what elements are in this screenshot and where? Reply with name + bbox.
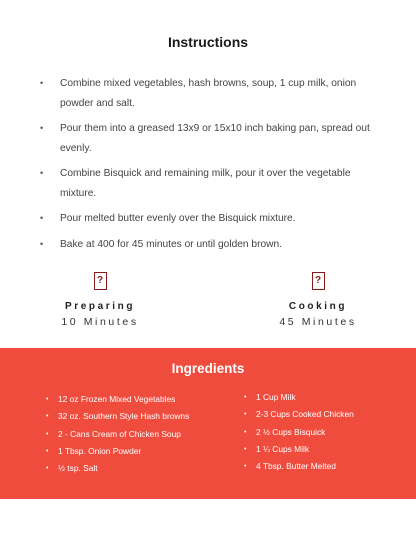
bullet-icon: • [244,445,247,453]
instruction-step [38,74,378,113]
cooking-label: Cooking [288,301,348,312]
instruction-step-text: Pour melted butter evenly over the Bisquick mixture. [60,213,296,224]
missing-glyph-icon: ? [312,272,325,290]
ingredients-list-left [46,391,226,477]
bullet-icon: • [40,238,44,249]
instructions-title: Instructions [167,34,249,50]
ingredient-item [46,426,226,443]
ingredient-item [46,460,226,477]
instruction-step [38,209,378,229]
bullet-icon: • [40,168,44,178]
instruction-step [38,235,378,255]
ingredient-text: 12 oz Frozen Mixed Vegetables [58,394,176,404]
preparing-time [30,270,170,328]
ingredient-text: 2 ½ Cups Bisquick [256,426,326,437]
ingredient-item [244,458,404,475]
instruction-step [38,164,378,203]
cooking-value: 45 Minutes [279,316,357,328]
bullet-icon: • [244,411,247,419]
ingredient-text: 2 - Cans Cream of Chicken Soup [58,428,181,439]
preparing-label: Preparing [64,301,136,312]
ingredients-title: Ingredients [171,361,245,376]
instruction-step-text: Bake at 400 for 45 minutes or until golden brown. [60,238,282,250]
ingredient-item [244,441,404,458]
bullet-icon: • [46,430,49,438]
ingredient-text: 1 ¼ Cups Milk [256,443,310,454]
cooking-time [248,270,388,328]
bullet-icon: • [46,396,49,403]
bullet-icon: • [40,123,44,133]
ingredient-item [244,389,404,406]
instruction-step [38,119,378,158]
bullet-icon: • [46,465,49,473]
ingredients-section [0,348,416,499]
bullet-icon: • [244,428,247,436]
bullet-icon: • [244,463,247,471]
bullet-icon: • [40,78,44,88]
ingredient-text: 1 Cup Milk [256,392,296,402]
ingredient-item [244,406,404,423]
preparing-value: 10 Minutes [61,316,139,328]
ingredient-item [244,424,404,441]
instruction-step-text: Combine Bisquick and remaining milk, pour it over the vegetable mixture. [60,168,351,199]
ingredient-item [46,443,226,460]
missing-glyph-icon: ? [94,272,107,290]
bullet-icon: • [40,213,44,223]
bullet-icon: • [244,394,247,401]
bullet-icon: • [46,447,49,455]
instruction-step-text: Combine mixed vegetables, hash browns, soup, 1 cup milk, onion powder and salt. [60,78,357,109]
bullet-icon: • [46,413,49,421]
instruction-step-text: Pour them into a greased 13x9 or 15x10 inch baking pan, spread out evenly. [60,123,370,154]
ingredient-text: 4 Tbsp. Butter Melted [256,461,336,472]
ingredient-text: 1 Tbsp. Onion Powder [58,445,142,456]
ingredient-text: ½ tsp. Salt [58,463,98,474]
ingredient-item [46,391,226,408]
instructions-list [38,74,378,260]
ingredient-text: 32 oz. Southern Style Hash browns [58,411,190,422]
ingredients-list-right [244,389,404,475]
ingredient-item [46,408,226,425]
ingredient-text: 2-3 Cups Cooked Chicken [256,409,354,420]
